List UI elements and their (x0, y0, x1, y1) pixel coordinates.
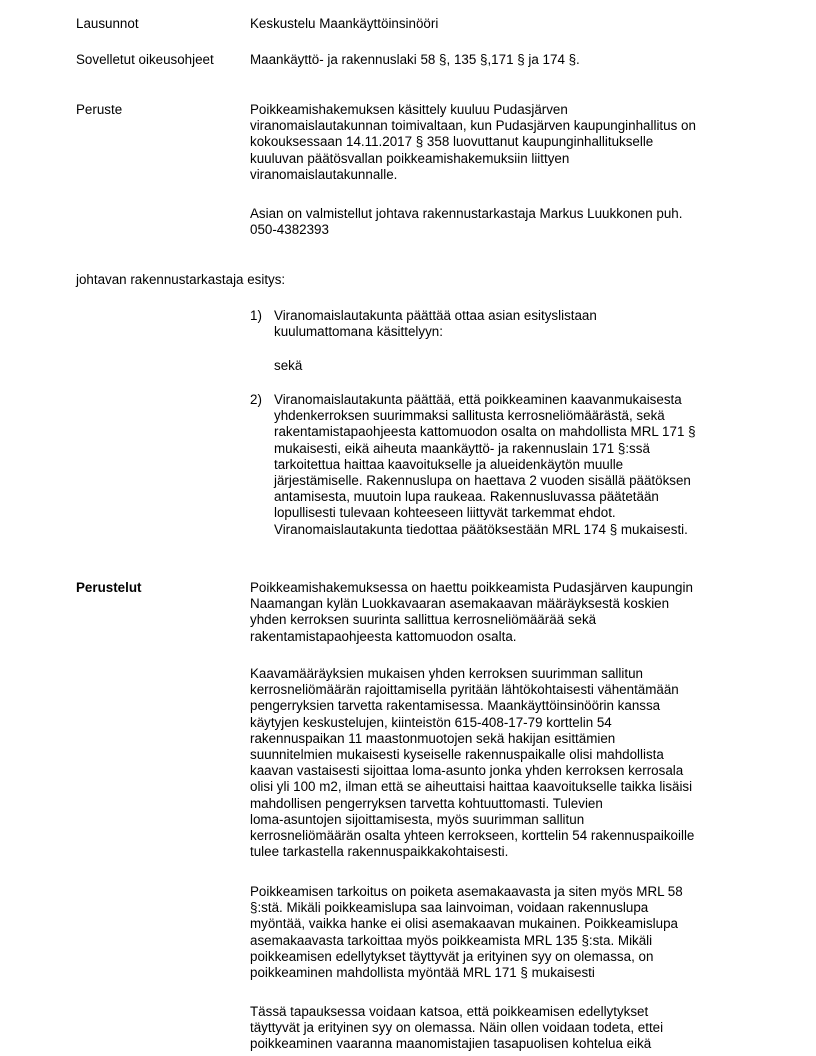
perustelut-paragraph-2: Kaavamääräyksien mukaisen yhden kerroksen suurimman sallitun kerrosneliömäärän rajoittamisella pyritään lähtökohtaisesti vähentämään pengerryksien tarvetta rakentamisessa. Maankäyttöinsinöörin kanssa käytyjen keskustelujen, kiinteistön 615-408-17-79 korttelin 54 rakennuspaikan 11 maastonmuotojen sekä hakijan esittämien suunnitelmien mukaisesti kyseiselle rakennuspaikalle olisi mahdollista kaavan vastaisesti sijoittaa loma-asunto jonka yhden kerroksen kerrosala olisi yli 100 m2, ilman että se aiheuttaisi haittaa kaavoitukselle taikka lisäisi mahdollisen pengerryksen tarvetta kohtuuttomasti. Tulevien loma-asuntojen sijoittamisesta, myös suurimman sallitun kerrosneliömäärän osalta yhteen kerrokseen, korttelin 54 rakennuspaikoille tulee tarkastella rakennuspaikkakohtaisesti. (250, 666, 695, 860)
perustelut-paragraph-1: Poikkeamishakemuksessa on haettu poikkeamista Pudasjärven kaupungin Naamangan kylän Luokkavaaran asemakaavan määräyksestä koskien yhden kerroksen suurinta sallittua kerrosneliömäärää sekä rakentamistapaohjeesta kattomuodon osalta. (250, 580, 693, 644)
lausunnot-text: Keskustelu Maankäyttöinsinööri (250, 16, 439, 31)
peruste-paragraph-1: Poikkeamishakemuksen käsittely kuuluu Pudasjärven viranomaislautakunnan toimivaltaan, kun Pudasjärven kaupunginhallitus on kokouksessaan 14.11.2017 § 358 luovuttanut kaupunginhallitukselle kuuluvan päätösvallan poikkeamishakemuksiin liittyen viranomaislautakunnalle. (250, 102, 696, 182)
perustelut-paragraph-3: Poikkeamisen tarkoitus on poiketa asemakaavasta ja siten myös MRL 58 §:stä. Mikäli poikkeamislupa saa lainvoiman, voidaan rakennuslupa myöntää, vaikka hanke ei olisi asemakaavan mukainen. Poikkeamislupa asemakaavasta tarkoittaa myös poikkeamista MRL 135 §:sta. Mikäli poikkeamisen edellytykset täyttyvät ja erityinen syy on olemassa, on poikkeaminen mahdollista myöntää MRL 171 § mukaisesti (250, 884, 683, 981)
proposal-item-2-number: 2) (250, 392, 262, 407)
sovelletut-label: Sovelletut oikeusohjeet (76, 52, 214, 67)
lausunnot-label: Lausunnot (76, 16, 139, 31)
proposal-seka: sekä (274, 358, 303, 373)
proposal-item-1-number: 1) (250, 308, 262, 323)
perustelut-label: Perustelut (76, 580, 142, 595)
perustelut-paragraph-4: Tässä tapauksessa voidaan katsoa, että poikkeamisen edellytykset täyttyvät ja erityinen syy on olemassa. Näin ollen voidaan todeta, ettei poikkeaminen vaaranna maanomistajien tasapuolisen kohtelua eikä (250, 1004, 664, 1052)
peruste-paragraph-2: Asian on valmistellut johtava rakennustarkastaja Markus Luukkonen puh. 050-4382393 (250, 206, 683, 238)
proposal-item-2-text: Viranomaislautakunta päättää, että poikkeaminen kaavanmukaisesta yhdenkerroksen suurimmaksi sallitusta kerrosneliömäärästä, sekä rakentamistapaohjeesta kattomuodon osalta on mahdollista MRL 171 § mukaisesti, eikä aiheuta maankäyttö- ja rakennuslain 171 §:ssä tarkoitettua haittaa kaavoitukselle ja alueidenkäytön muulle järjestämiselle. Rakennuslupa on haettava 2 vuoden sisällä päätöksen antamisesta, muutoin lupa raukeaa. Rakennusluvassa päätetään lopullisesti tulevaan kohteeseen liittyvät tarkemmat ehdot. Viranomaislautakunta tiedottaa päätöksestään MRL 174 § mukaisesti. (274, 392, 696, 537)
sovelletut-text: Maankäyttö- ja rakennuslaki 58 §, 135 §,171 § ja 174 §. (250, 52, 580, 67)
proposal-heading: johtavan rakennustarkastaja esitys: (76, 272, 286, 287)
proposal-item-1-text: Viranomaislautakunta päättää ottaa asian esityslistaan kuulumattomana käsittelyyn: (274, 308, 597, 340)
peruste-label: Peruste (76, 102, 123, 117)
